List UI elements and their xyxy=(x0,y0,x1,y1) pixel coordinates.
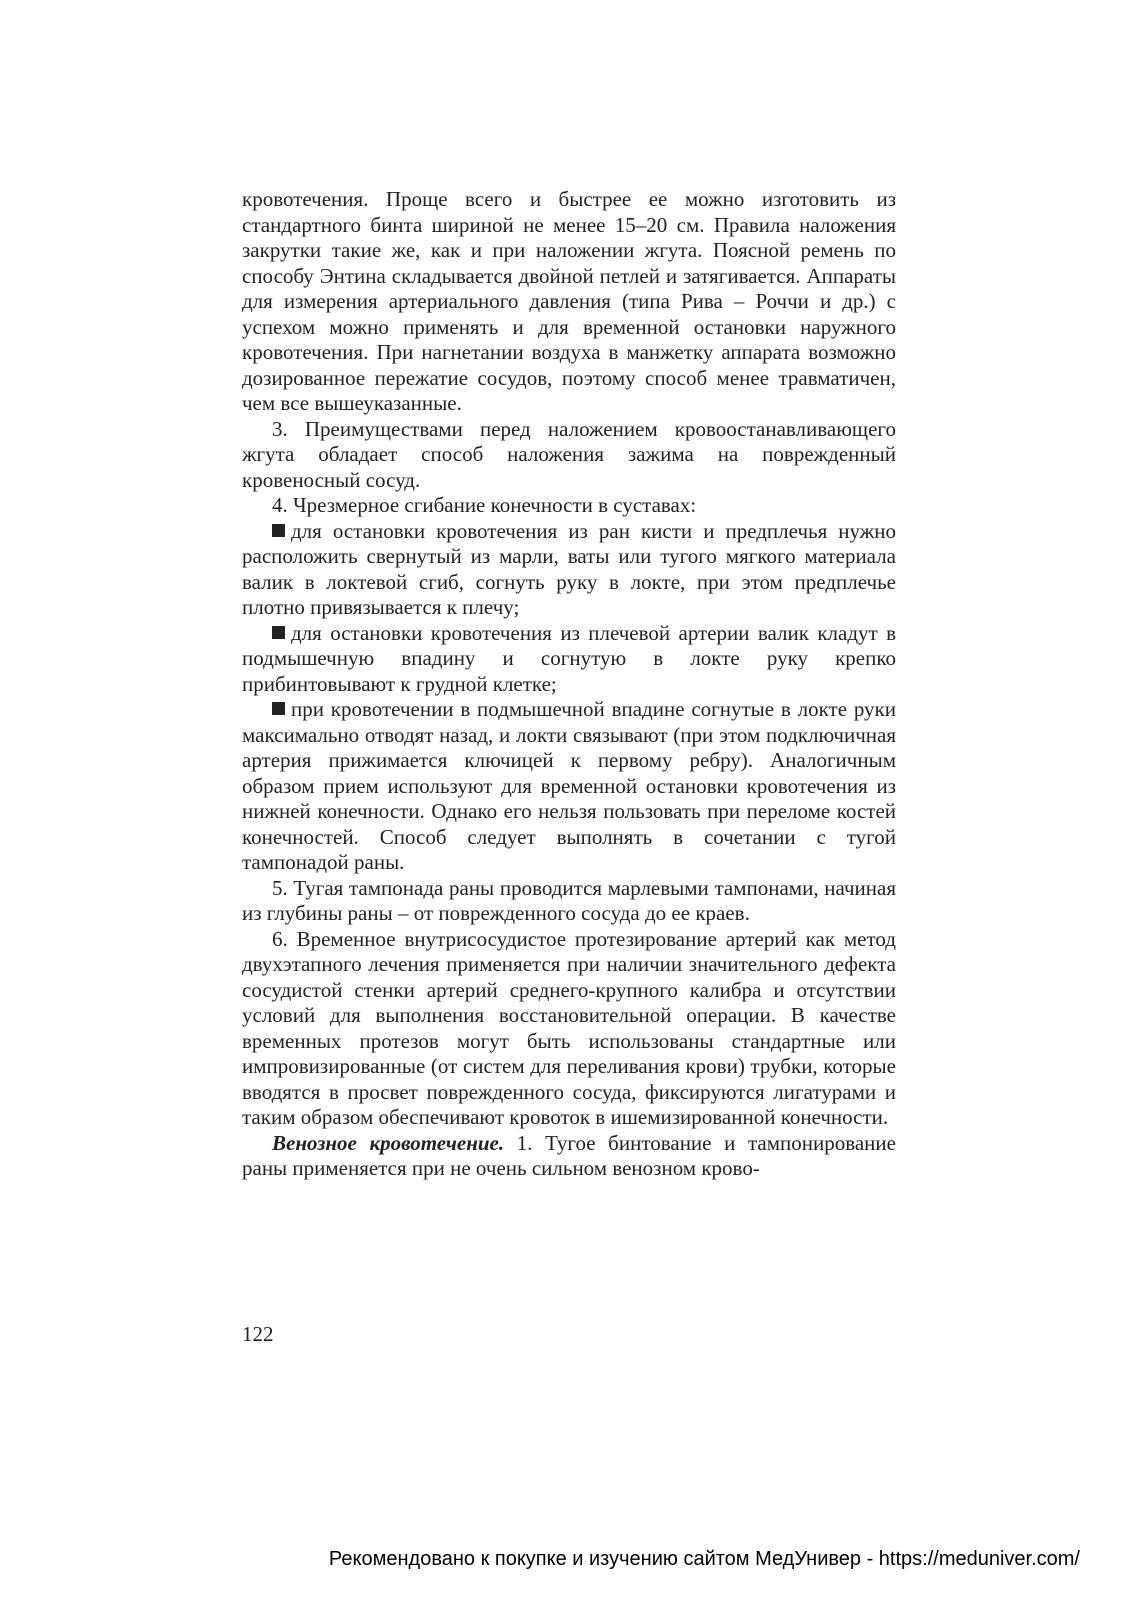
square-bullet-icon xyxy=(272,524,285,537)
bullet-item xyxy=(242,621,896,698)
venous-text: 1. Тугое бинтование и тампонирование раны применяется при не очень сильном венозном крово- xyxy=(242,1130,896,1180)
paragraph-item-5: 5. Тугая тампонада раны проводится марлевыми тампонами, начиная из глубины раны – от поврежденного сосуда до ее краев. xyxy=(242,875,896,925)
paragraph-item-4: 4. Чрезмерное сгибание конечности в суставах: xyxy=(272,493,697,517)
page-number: 122 xyxy=(242,1322,274,1346)
paragraph-item-6: 6. Временное внутрисосудистое протезирование артерий как метод двухэтапного лечения применяется при наличии значительного дефекта сосудистой стенки артерий среднего-крупного калибра и отсутствии условий для выполнения восстановительной операции. В качестве временных протезов могут быть использованы стандартные или импровизированные (от систем для переливания крови) трубки, которые вводятся в просвет поврежденного сосуда, фиксируются лигатурами и таким образом обеспечивают кровоток в ишемизированной конечности. xyxy=(242,926,896,1129)
bullet-item xyxy=(242,697,896,876)
venous-heading: Венозное кровотечение. xyxy=(272,1130,505,1155)
paragraph-continuation: кровотечения. Проще всего и быстрее ее можно изготовить из стандартного бинта шириной не менее 15–20 см. Правила наложения закрутки такие же, как и при наложении жгута. Поясной ремень по способу Энтина складывается двойной петлей и затягивается. Аппараты для измерения артериального давления (типа Рива – Роччи и др.) с успехом можно применять и для временной остановки наружного кровотечения. При нагнетании воздуха в манжетку аппарата возможно дозированное пережатие сосудов, поэтому способ менее травматичен, чем все вышеуказанные. xyxy=(242,187,896,415)
paragraph-venous xyxy=(242,1131,896,1182)
bullet-text: при кровотечении в подмышечной впадине согнутые в локте руки максимально отводят назад, и локти связывают (при этом подключичная артерия прижимается ключицей к первому ребру). Аналогичным образом прием используют для временной остановки кровотечения из нижней конечности. Однако его нельзя пользовать при переломе костей конечностей. Способ следует выполнять в сочетании с тугой тампонадой раны. xyxy=(242,697,896,874)
paragraph-item-3: 3. Преимуществами перед наложением кровоостанавливающего жгута обладает способ наложения зажима на поврежденный кровеносный сосуд. xyxy=(242,416,896,492)
square-bullet-icon xyxy=(272,702,285,715)
footer-recommendation: Рекомендовано к покупке и изучению сайтом МедУнивер - https://meduniver.com/ xyxy=(328,1548,1080,1570)
bullet-item xyxy=(242,519,896,621)
page-body xyxy=(242,187,896,1182)
square-bullet-icon xyxy=(272,626,285,639)
bullet-text: для остановки кровотечения из плечевой артерии валик кладут в подмышечную впадину и согнутую в локте руку крепко прибинтовывают к грудной клетке; xyxy=(242,620,896,696)
bullet-text: для остановки кровотечения из ран кисти и предплечья нужно расположить свернутый из марли, ваты или тугого мягкого материала валик в локтевой сгиб, согнуть руку в локте, при этом предплечье плотно привязывается к плечу; xyxy=(242,518,896,619)
